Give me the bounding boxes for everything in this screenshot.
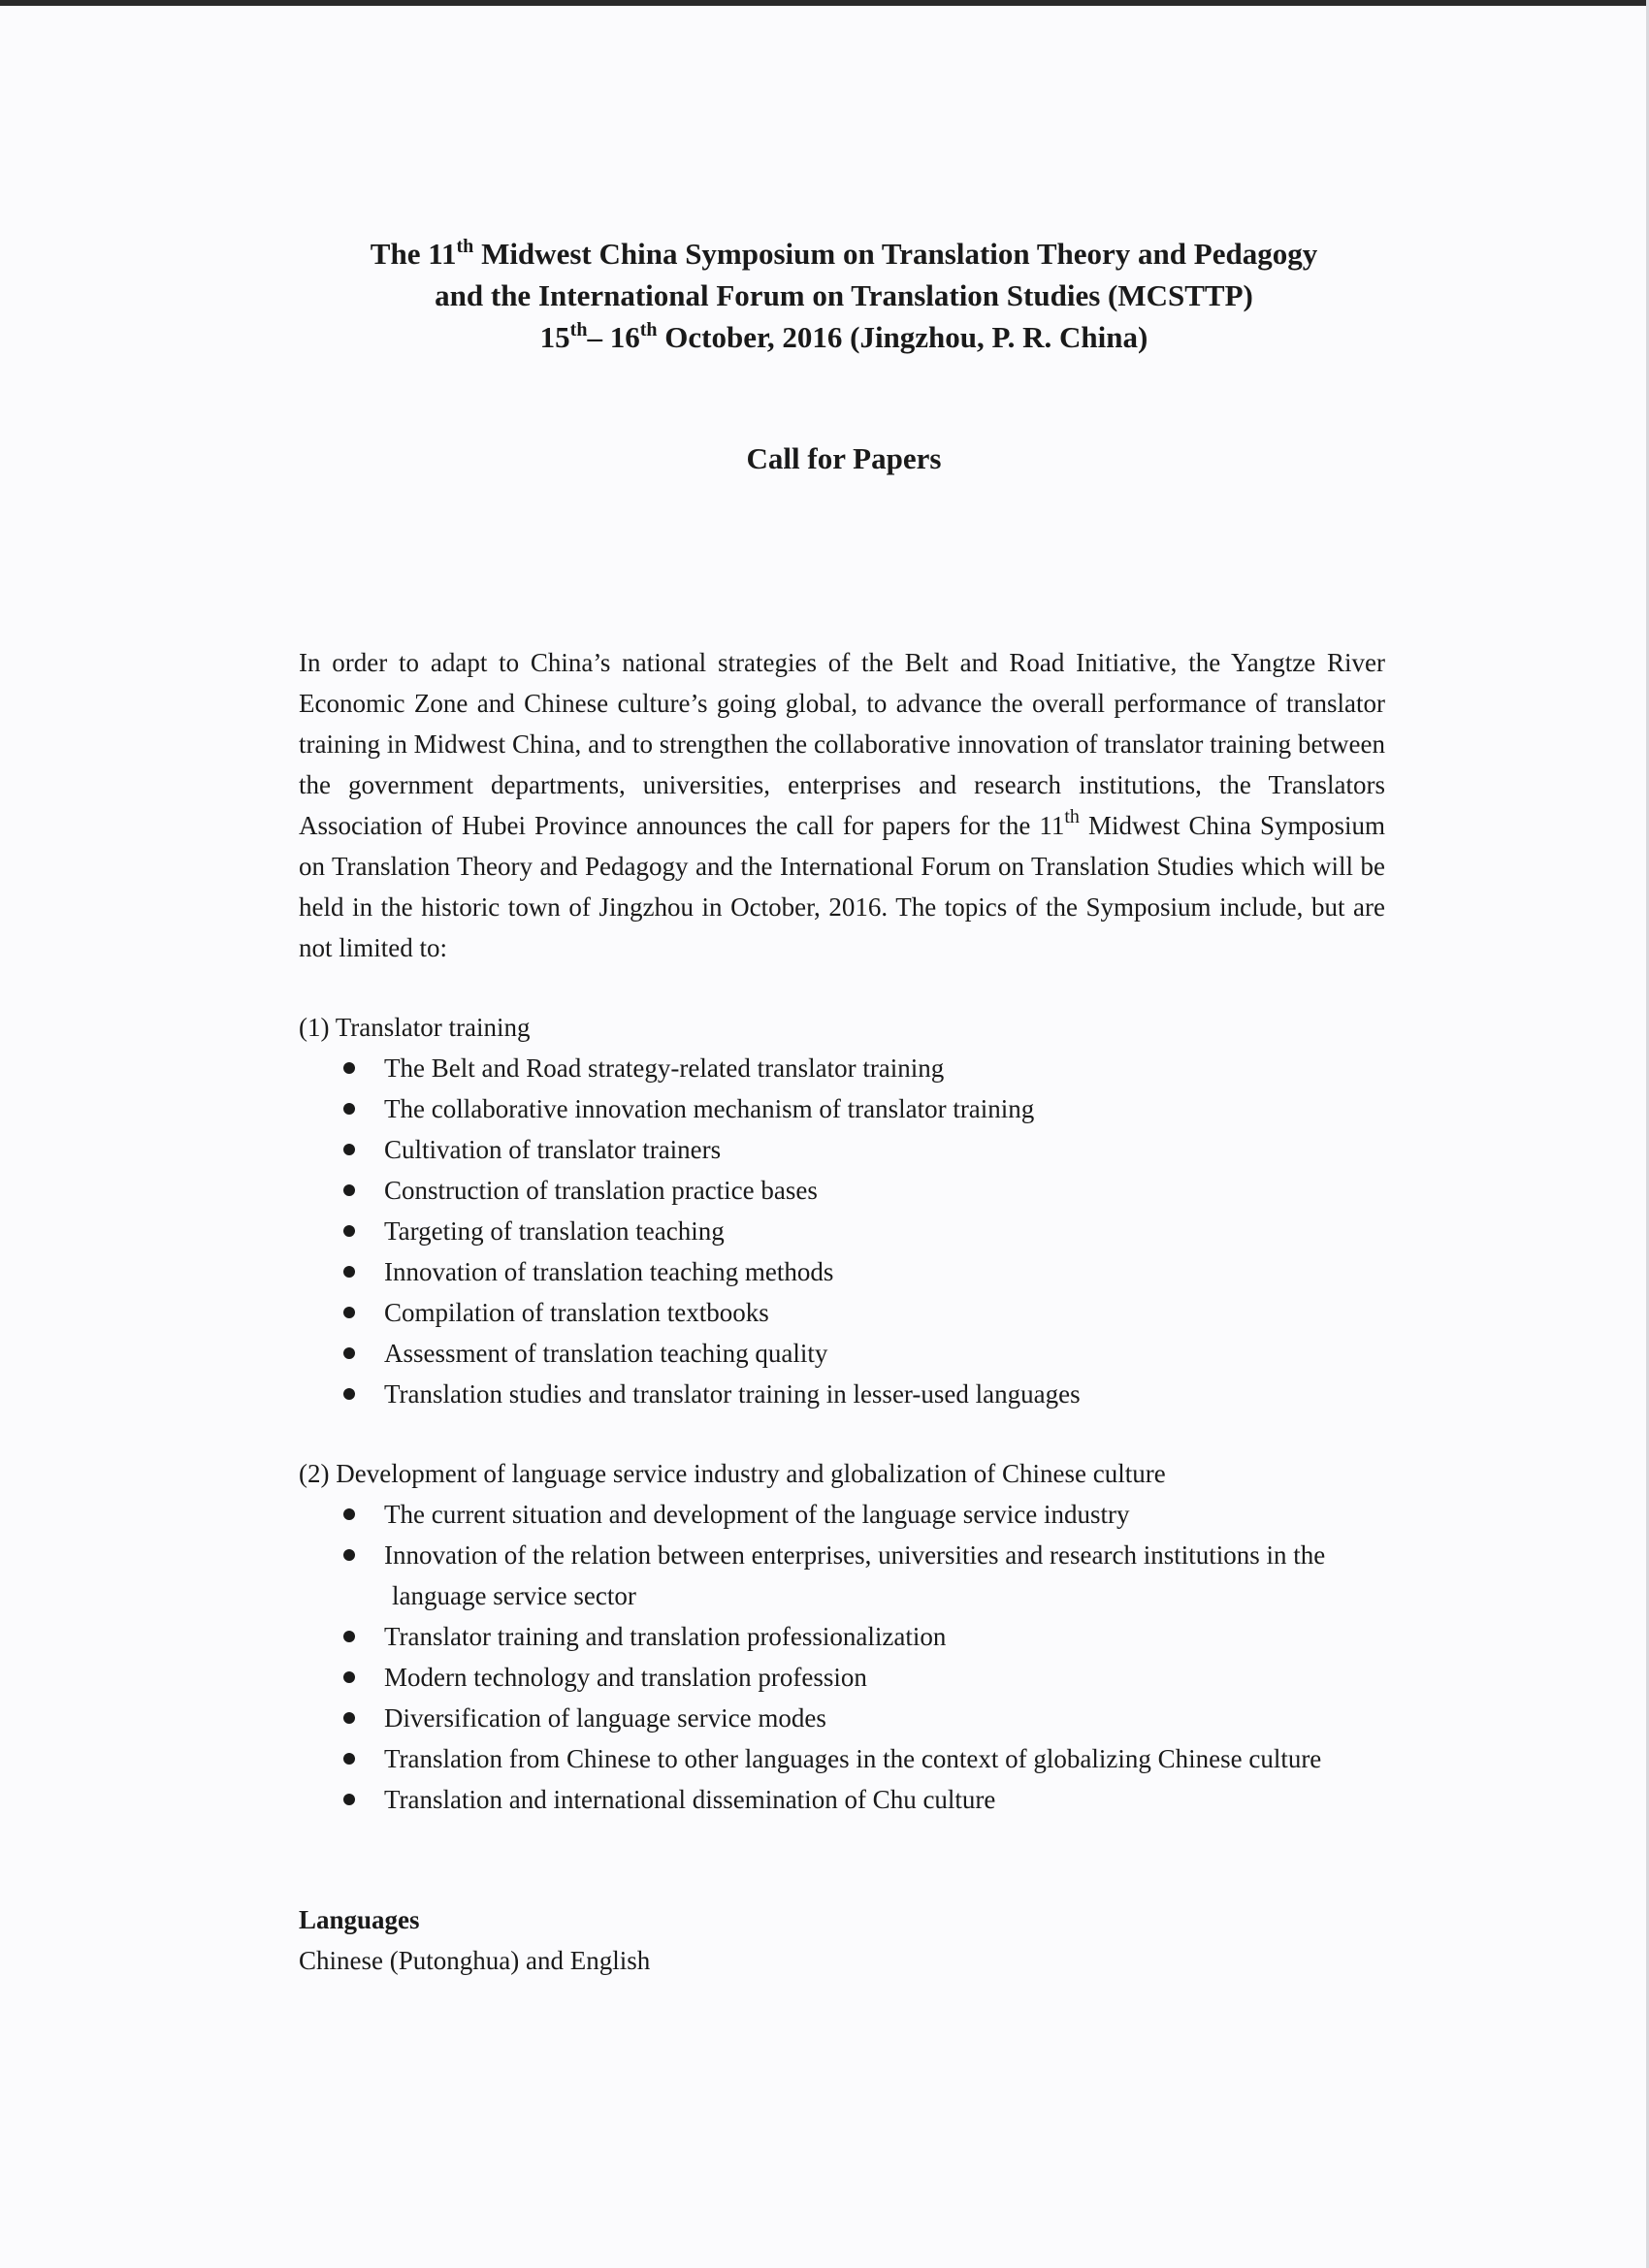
list-item: The collaborative innovation mechanism of translator training xyxy=(299,1088,1385,1129)
list-item-continuation: language service sector xyxy=(392,1581,636,1610)
topic-section-2 xyxy=(299,1453,1385,1820)
bullet-icon xyxy=(343,1712,355,1724)
list-item: The Belt and Road strategy-related translator training xyxy=(299,1048,1385,1088)
document-body xyxy=(299,642,1385,1981)
title-line-1: The 11th Midwest China Symposium on Translation Theory and Pedagogy xyxy=(370,236,1318,271)
bullet-icon xyxy=(343,1388,355,1400)
bullet-icon xyxy=(343,1184,355,1196)
list-item: Cultivation of translator trainers xyxy=(299,1129,1385,1170)
topic-list xyxy=(299,1494,1385,1820)
languages-section xyxy=(299,1899,1385,1981)
title-line-3-date: 15th– 16th October, 2016 (Jingzhou, P. R. China) xyxy=(539,319,1148,354)
list-item: Translation and international dissemination of Chu culture xyxy=(299,1779,1385,1820)
list-item: Innovation of translation teaching methods xyxy=(299,1251,1385,1292)
list-item: Translation from Chinese to other languages in the context of globalizing Chinese culture xyxy=(299,1738,1385,1779)
languages-heading: Languages xyxy=(299,1905,420,1934)
list-item: Innovation of the relation between enterprises, universities and research institutions in the language service sector xyxy=(299,1535,1385,1616)
bullet-icon xyxy=(343,1225,355,1237)
call-for-papers-heading: Call for Papers xyxy=(746,441,942,475)
bullet-icon xyxy=(343,1103,355,1115)
bullet-icon xyxy=(343,1794,355,1805)
topic-list xyxy=(299,1048,1385,1414)
title-line-2: and the International Forum on Translation Studies (MCSTTP) xyxy=(435,278,1253,312)
bullet-icon xyxy=(343,1753,355,1765)
topic-section-1 xyxy=(299,1007,1385,1414)
list-item: Construction of translation practice bases xyxy=(299,1170,1385,1211)
list-item: Translation studies and translator training in lesser-used languages xyxy=(299,1374,1385,1414)
scan-top-edge xyxy=(0,0,1649,6)
list-item: Assessment of translation teaching quality xyxy=(299,1333,1385,1374)
bullet-icon xyxy=(343,1671,355,1683)
section-title: (2) Development of language service industry and globalization of Chinese culture xyxy=(299,1459,1166,1488)
list-item: Targeting of translation teaching xyxy=(299,1211,1385,1251)
section-title: (1) Translator training xyxy=(299,1013,531,1042)
bullet-icon xyxy=(343,1266,355,1278)
list-item: The current situation and development of the language service industry xyxy=(299,1494,1385,1535)
bullet-icon xyxy=(343,1508,355,1520)
list-item: Compilation of translation textbooks xyxy=(299,1292,1385,1333)
bullet-icon xyxy=(343,1631,355,1642)
list-item: Translator training and translation professionalization xyxy=(299,1616,1385,1657)
list-item: Diversification of language service modes xyxy=(299,1698,1385,1738)
bullet-icon xyxy=(343,1549,355,1561)
bullet-icon xyxy=(343,1144,355,1155)
bullet-icon xyxy=(343,1307,355,1318)
list-item: Modern technology and translation profession xyxy=(299,1657,1385,1698)
intro-paragraph: In order to adapt to China’s national strategies of the Belt and Road Initiative, the Yangtze River Economic Zone and Chinese culture’s going global, to advance the overall performance of translator training in Midwest China, and to strengthen the collaborative innovation of translator training between the government departments, universities, enterprises and research institutions, the Translators Association of Hubei Province announces the call for papers for the 11th Midwest China Symposium on Translation Theory and Pedagogy and the International Forum on Translation Studies which will be held in the historic town of Jingzhou in October, 2016. The topics of the Symposium include, but are not limited to: xyxy=(299,648,1385,962)
document-title xyxy=(0,233,1649,358)
bullet-icon xyxy=(343,1062,355,1074)
languages-text: Chinese (Putonghua) and English xyxy=(299,1946,651,1975)
bullet-icon xyxy=(343,1347,355,1359)
